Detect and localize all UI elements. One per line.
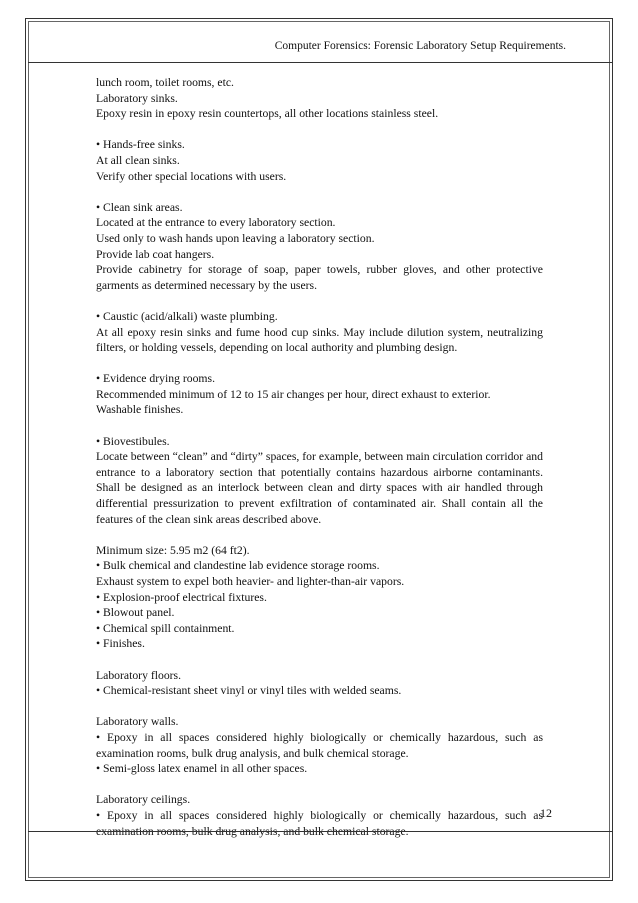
text-block xyxy=(96,137,543,184)
text-block xyxy=(96,200,543,294)
text-block xyxy=(96,543,543,652)
text-line: • Blowout panel. xyxy=(96,606,175,620)
document-body xyxy=(96,75,543,855)
text-line: • Chemical-resistant sheet vinyl or vinyl tiles with welded seams. xyxy=(96,684,402,698)
text-line: Verify other special locations with users. xyxy=(96,169,287,183)
text-line: • Explosion-proof electrical fixtures. xyxy=(96,590,267,604)
text-block xyxy=(96,668,543,699)
text-line: • Hands-free sinks. xyxy=(96,138,185,152)
text-line: Located at the entrance to every laboratory section. xyxy=(96,216,336,230)
text-line: Provide lab coat hangers. xyxy=(96,247,215,261)
text-line: • Evidence drying rooms. xyxy=(96,372,215,386)
text-line: Washable finishes. xyxy=(96,403,184,417)
text-line: Laboratory walls. xyxy=(96,715,179,729)
text-block xyxy=(96,434,543,528)
text-line: • Biovestibules. xyxy=(96,434,170,448)
text-paragraph: • Epoxy in all spaces considered highly biologically or chemically hazardous, such as examination rooms, bulk drug analysis, and bulk chemical storage. xyxy=(96,808,543,838)
text-line: Used only to wash hands upon leaving a laboratory section. xyxy=(96,231,375,245)
text-line: Recommended minimum of 12 to 15 air changes per hour, direct exhaust to exterior. xyxy=(96,387,491,401)
text-line: • Caustic (acid/alkali) waste plumbing. xyxy=(96,309,278,323)
text-line: Epoxy resin in epoxy resin countertops, all other locations stainless steel. xyxy=(96,107,439,121)
text-line: • Clean sink areas. xyxy=(96,200,183,214)
text-block xyxy=(96,371,543,418)
text-line: Laboratory sinks. xyxy=(96,91,178,105)
text-line: • Semi-gloss latex enamel in all other spaces. xyxy=(96,762,308,776)
footer-rule xyxy=(28,831,613,832)
text-line: • Finishes. xyxy=(96,637,145,651)
text-line: • Bulk chemical and clandestine lab evidence storage rooms. xyxy=(96,559,380,573)
text-line: Laboratory floors. xyxy=(96,668,182,682)
text-line: • Chemical spill containment. xyxy=(96,621,235,635)
text-paragraph: • Epoxy in all spaces considered highly biologically or chemically hazardous, such as examination rooms, bulk drug analysis, and bulk chemical storage. xyxy=(96,730,543,760)
text-block xyxy=(96,792,543,839)
text-line: At all clean sinks. xyxy=(96,153,180,167)
text-paragraph: Provide cabinetry for storage of soap, paper towels, rubber gloves, and other protective garments as determined necessary by the users. xyxy=(96,263,543,292)
text-paragraph: Locate between “clean” and “dirty” spaces, for example, between main circulation corridor and entrance to a laboratory section that potentially contains hazardous airborne contaminants. Shall be designed as an interlock between clean and dirty spaces with air handled through differential pressurization to prevent exfiltration of contaminated air. Shall contain all the features of the clean sink areas described above. xyxy=(96,450,543,526)
text-paragraph: At all epoxy resin sinks and fume hood cup sinks. May include dilution system, neutralizing filters, or holding vessels, depending on local authority and plumbing design. xyxy=(96,325,543,355)
text-block xyxy=(96,309,543,356)
text-line: Laboratory ceilings. xyxy=(96,793,191,807)
header-rule xyxy=(28,62,613,63)
text-line: Minimum size: 5.95 m2 (64 ft2). xyxy=(96,543,250,557)
running-header: Computer Forensics: Forensic Laboratory Setup Requirements. xyxy=(274,40,566,52)
text-line: lunch room, toilet rooms, etc. xyxy=(96,76,234,89)
text-block xyxy=(96,75,543,122)
text-block xyxy=(96,714,543,776)
page-number: 12 xyxy=(540,806,552,820)
text-line: Exhaust system to expel both heavier- and lighter-than-air vapors. xyxy=(96,575,405,588)
